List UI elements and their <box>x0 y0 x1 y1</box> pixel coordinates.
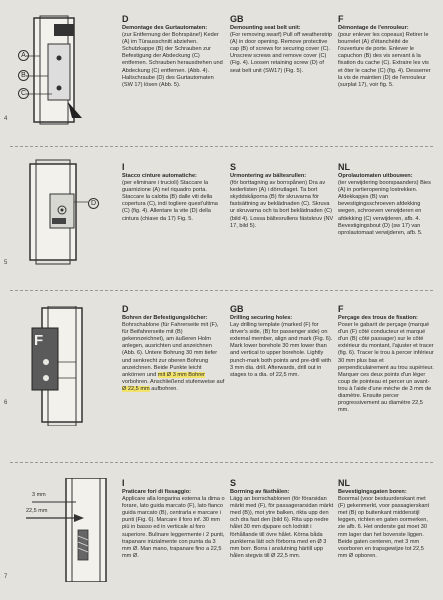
column-english <box>230 304 334 379</box>
section-heading: Démontage de l'enrouleur: <box>338 25 409 31</box>
section-body: Boormal (voor bestuurderskant met (F) gekenmerkt, voor passagierskant met (B) op buitenkant middenstijl leggen, richten en gaten oormerken, zie afb. 6. Het onderste gat moet 30 mm lager dan het bovenste liggen. Beide gaten centeren, met 3 mm voorboren en trapsgewijze tot 22,5 mm Ø opboren. <box>338 496 430 559</box>
seat-belt-cover-illustration <box>12 14 110 126</box>
section-body: (ter verwijdering boorspaanders) Bies (A) in portieropening lostrekken. Afdekkapjes (B) van bevestigingsschroeven afdekking wegen, schroeven verwijderen en afdekking (C) verwijderen, afb. 4. Bevestigingsbout (D) (sw 17) van oprolautomaat verwijderen, afb. 5. <box>338 180 431 236</box>
language-code: S <box>230 162 237 172</box>
figure-number: 7 <box>4 574 8 580</box>
body-text: aufbohren. <box>149 385 178 392</box>
column-dutch <box>338 162 434 237</box>
section-body <box>122 322 226 393</box>
language-code: I <box>122 162 125 172</box>
column-french <box>338 14 434 89</box>
figure-7 <box>12 478 110 582</box>
section-body: Poser le gabarit de perçage (marqué d'un (F) côté conducteur et marqué d'un (B) côté passager) sur le côté extérieur du montant, l'ajuster et tracer (fig. 6). Tracer le trou à percer inférieur 30 mm plus bas et perpendiculairement au trou supérieur. Marquer ces deux points d'un léger coup de pointeau et percer un avant-trou à l'aide d'une mèche de 3 mm de diamètre. Ensuite percer progressivement au diamètre 22,5 mm. <box>338 322 434 414</box>
section-heading: Demontage des Gurtautomaten: <box>122 25 208 31</box>
figure-6 <box>12 306 110 426</box>
section-heading: Praticare fori di fissaggio: <box>122 489 192 495</box>
section-body: (pour enlever les copeaux) Retirer le bourrelet (A) d'étanchéité de l'ouverture de porte. Enlever le capuchon (B) des vis servant à la fixation du cache (C). Extraire les vis et ôter le cache (C) (fig. 4). Desserrer la vis de maintien (D) de l'enrouleur (surplat 17), voir fig. 5. <box>338 32 431 88</box>
template-letter: F <box>34 332 44 349</box>
dimension-label-small: 3 mm <box>32 492 46 498</box>
column-dutch <box>338 478 434 560</box>
section-body: (för borttagning av borrspånen) Dra av kederlisten (A) i dörrutlaget. Ta bort skyddskåporna (B) för skruvarna för fastsättning av beklädnaden (C). Skruva ur skruvarna och ta bort beklädnaden (C) (bild 4). Lossa bältesrullens fästskruv (NV 17, bild 5). <box>230 180 334 229</box>
highlighted-text: Ø 22,5 mm <box>122 385 150 392</box>
callout-a: A <box>18 50 29 61</box>
section-body: (For removing swarf) Pull off weatherstrip (A) in door opening. Remove protective cap (B) of screws for securing cover (C). Unscrew screws and remove cover (C) (Fig. 4). Loosen retaining screw (D) of seat belt unit (SW17) (Fig. 5). <box>230 32 333 74</box>
column-swedish <box>230 162 334 230</box>
section-body: Lay drilling template (marked (F) for driver's side, (B) for passenger side) on external member, align and mark (Fig. 6). Mark lower borehole 30 mm lower than and vertical to upper borehole. Lightly punch-mark both points and pre-drill with 3 mm dia. drill. Afterwards, drill out in stages to a dia. of 22,5 mm. <box>230 322 333 378</box>
callout-b: B <box>18 70 29 81</box>
callout-d: D <box>88 198 99 209</box>
column-swedish <box>230 478 334 560</box>
language-code: GB <box>230 304 244 314</box>
language-code: D <box>122 14 129 24</box>
section-heading: Bevestigingsgaten boren: <box>338 489 407 495</box>
section-heading: Borrning av fästhålen: <box>230 489 290 495</box>
body-text: vorbohren. Anschließend stufenweise auf <box>122 378 225 385</box>
section-heading: Oprolautomaten uitbouwen: <box>338 173 413 179</box>
callout-c: C <box>18 88 29 99</box>
dimension-label-large: 22,5 mm <box>26 508 48 514</box>
body-text: Bohrschablone (für Fahrerseite mit (F), für Beifahrerseite mit (B) gekennzeichnet), am äußeren Holm anlegen, ausrichten und anzeichnen (Abb. 6). Untere Bohrung 30 mm tiefer und senkrecht zur oberen Bohrung anzeichnen. Beide Punkte leicht ankörnen und <box>122 322 219 378</box>
figure-number: 5 <box>4 260 8 266</box>
language-code: D <box>122 304 129 314</box>
language-code: F <box>338 304 344 314</box>
section-heading: Bohren der Befestigungslöcher: <box>122 315 208 321</box>
figure-number: 4 <box>4 116 8 122</box>
section-heading: Demounting seat belt unit: <box>230 25 301 31</box>
section-body: Lägg an borrschablonen (för förarsidan märkt med (F), för passagerarsidan märkt med (B)), mot ytre balken, rikta upp den och dra fast den (bild 6). Rita upp nedre hålet 30 mm djupare och lodrätt i förhållande till övre hålet. Körna båda punkterna lätt och förborra med en Ø 3 mm borr. Borra i anslutning härtill upp hålen stegvis till Ø 22,5 mm. <box>230 496 334 559</box>
column-english <box>230 14 334 75</box>
section-demounting <box>0 4 443 142</box>
section-heading: Stacco cinture automatiche: <box>122 173 197 179</box>
highlighted-text: mit Ø 3 mm Bohrer <box>157 371 206 378</box>
section-divider <box>10 146 433 147</box>
figure-4 <box>12 14 110 126</box>
language-code: NL <box>338 162 350 172</box>
column-french <box>338 304 434 414</box>
column-italian <box>122 478 226 560</box>
language-code: I <box>122 478 125 488</box>
language-code: F <box>338 14 344 24</box>
language-code: NL <box>338 478 350 488</box>
section-removal <box>0 150 443 285</box>
section-drilling <box>0 296 443 458</box>
section-heading: Urmontering av bältesrullen: <box>230 173 307 179</box>
column-german <box>122 14 226 89</box>
column-italian <box>122 162 226 223</box>
section-heading: Perçage des trous de fixation: <box>338 315 418 321</box>
section-heading: Drilling securing holes: <box>230 315 293 321</box>
section-drilling-holes <box>0 466 443 600</box>
column-german <box>122 304 226 393</box>
section-body: (per eliminare i trucioli) Staccare la guarnizione (A) nel riquadro porta. Staccare la calotta (B) dalle viti della copertura (C), indi togliere quest'ultima (C) (fig. 4). Allentare la vite (D) della cintura (chiave da 17) Fig. 5. <box>122 180 218 222</box>
section-body: (zur Entfernung der Bohrspäne!) Keder (A) im Türausschnitt abziehen. Schutzkappe (B) der Schrauben zur Befestigung der Abdeckung (C) entfernen. Schrauben herausdrehen und Abdeckung (C) entfernen. (Abb. 4). Haltschraube (D) des Gurtautomaten (SW 17) lösen (Abb. 5). <box>122 32 223 88</box>
figure-number: 6 <box>4 400 8 406</box>
section-divider <box>10 462 433 463</box>
language-code: S <box>230 478 237 488</box>
figure-5 <box>12 158 110 266</box>
section-body: Applicare alla longarina esterna la dima o forare, lato guida marcato (F), lato fianco guida marcato (B), centrarla e marcare i punti (Fig. 6). Marcare il foro inf. 30 mm più in basso ed in verticale al foro superiore. Bulinare leggermente i 2 punti, trapanare inizialmente con punta da 3 mm Ø. Man mano, trapanare fino a 22,5 mm Ø. <box>122 496 225 559</box>
language-code: GB <box>230 14 244 24</box>
drilling-template-illustration <box>12 306 110 426</box>
seat-belt-unit-illustration <box>12 158 110 266</box>
section-divider <box>10 290 433 291</box>
drilling-depth-illustration <box>12 478 110 582</box>
